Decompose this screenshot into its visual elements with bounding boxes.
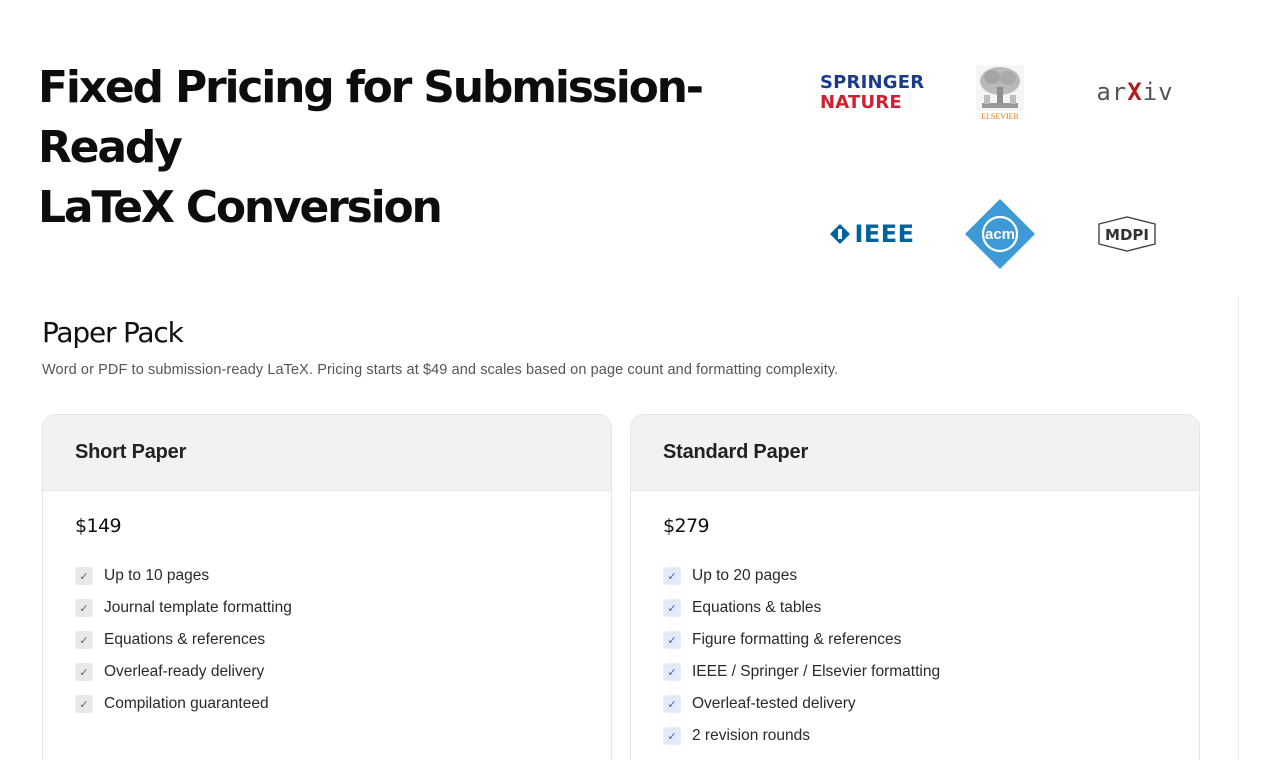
acm-diamond-icon [963,198,1037,270]
check-icon: ✓ [75,599,93,617]
plan-price: $279 [663,515,709,537]
hero-title-line-2: LaTeX Conversion [38,182,441,233]
mdpi-badge-icon [1095,214,1159,254]
feature-label: Up to 20 pages [692,567,798,584]
plan-name: Standard Paper [663,441,809,463]
hero-title [38,58,758,238]
springer-nature-logo [820,70,930,116]
plan-name: Short Paper [75,441,187,463]
check-icon: ✓ [75,663,93,681]
feature-label: Journal template formatting [104,599,292,616]
check-icon: ✓ [663,663,681,681]
check-icon: ✓ [75,631,93,649]
feature-item [75,688,292,720]
plan-card-header [43,415,611,491]
feature-item [75,624,292,656]
elsevier-logo-caption: ELSEVIER [981,112,1019,121]
check-icon: ✓ [663,727,681,745]
feature-label: Overleaf-ready delivery [104,663,265,680]
feature-label: Up to 10 pages [104,567,210,584]
feature-item [75,592,292,624]
feature-label: Overleaf-tested delivery [692,695,856,712]
elsevier-tree-icon [976,65,1024,111]
plan-card-short-paper [42,414,612,760]
feature-item [663,688,940,720]
check-icon: ✓ [663,599,681,617]
ieee-logo [822,218,922,250]
mdpi-logo-text: MDPI [1105,226,1149,244]
feature-label: Equations & references [104,631,266,648]
feature-label: Compilation guaranteed [104,695,269,712]
plan-feature-list [75,560,292,720]
springer-logo-line-1: SPRINGER [820,72,925,93]
publisher-logos [800,50,1200,290]
ieee-logo-text: IEEE [854,220,915,248]
feature-label: Figure formatting & references [692,631,902,648]
plan-price: $149 [75,515,121,537]
check-icon: ✓ [75,567,93,585]
feature-item [75,656,292,688]
mdpi-logo [1095,214,1159,254]
acm-logo [960,198,1040,270]
feature-item [663,624,940,656]
check-icon: ✓ [663,567,681,585]
plan-feature-list [663,560,940,752]
acm-logo-text: acm [984,226,1016,243]
plan-card-header [631,415,1199,491]
pack-title: Paper Pack [42,316,183,349]
feature-item [75,560,292,592]
paper-pack-section [2,296,1239,760]
ieee-diamond-icon [829,223,851,245]
arxiv-logo-part-a: ar [1096,78,1128,106]
feature-label: 2 revision rounds [692,727,811,744]
springer-logo-line-2: NATURE [820,92,902,113]
check-icon: ✓ [75,695,93,713]
check-icon: ✓ [663,631,681,649]
arxiv-logo-part-b: iv [1142,78,1174,106]
feature-label: Equations & tables [692,599,822,616]
feature-label: IEEE / Springer / Elsevier formatting [692,663,941,680]
arxiv-logo-x: X [1127,78,1143,106]
elsevier-logo [972,64,1028,122]
feature-item [663,720,940,752]
plan-card-standard-paper [630,414,1200,760]
arxiv-logo [1090,74,1180,110]
pack-subtitle: Word or PDF to submission-ready LaTeX. Pricing starts at $49 and scales based on page count and formatting complexity. [42,362,839,378]
feature-item [663,592,940,624]
hero-title-line-1: Fixed Pricing for Submission-Ready [38,62,702,173]
check-icon: ✓ [663,695,681,713]
feature-item [663,656,940,688]
feature-item [663,560,940,592]
